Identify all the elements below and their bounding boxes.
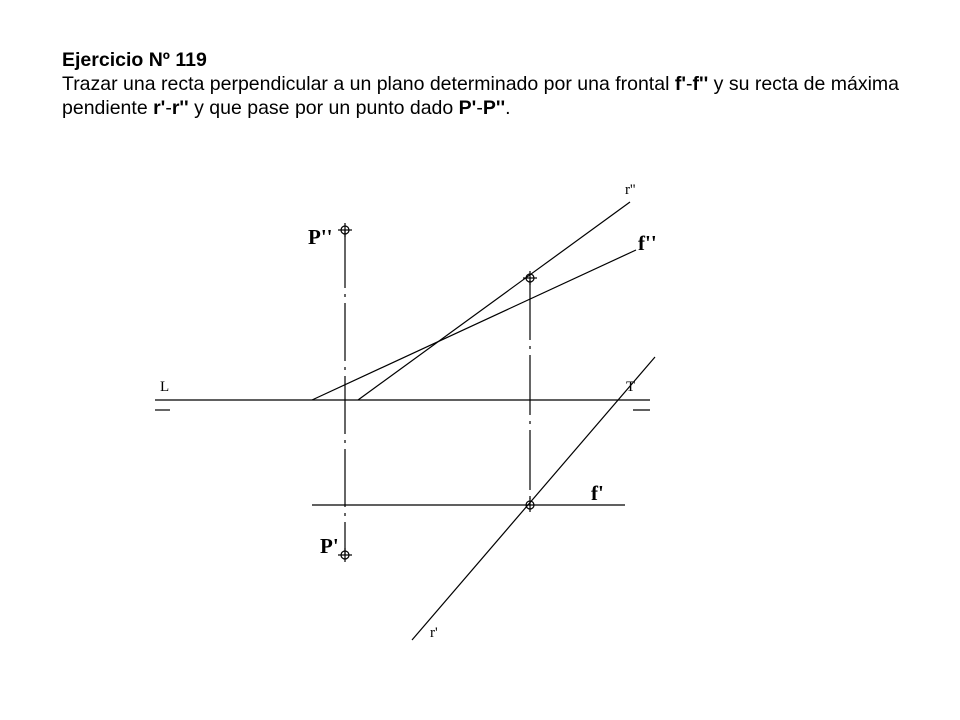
statement-p1: P' [458,97,477,119]
label-L: L [160,379,170,395]
statement-f1: f' [674,73,686,95]
label-P2: P'' [308,225,333,249]
statement-f2: f'' [692,73,709,95]
label-f1: f' [591,481,604,505]
intersection-point-vertical-marker [523,271,537,285]
label-f2: f'' [638,231,657,255]
r2-line [358,202,630,400]
statement-dash: - [685,73,693,95]
statement-r2: r'' [171,97,189,119]
statement-text: y que pase por un punto dado [188,97,459,119]
label-T: T [626,379,636,395]
p1-point-marker [338,548,352,562]
statement-text: y su recta de máxima pendiente [62,73,899,119]
statement-text: Trazar una recta perpendicular a un plano determinado por una frontal [62,73,675,95]
statement-dash: - [165,97,172,119]
label-r2: r'' [625,182,636,198]
f2-line [312,250,636,400]
exercise-title: Ejercicio Nº 119 [62,49,207,71]
statement-period: . [505,97,511,119]
statement-dash: - [476,97,483,119]
p2-point-marker [338,223,352,237]
label-P1: P' [320,534,339,558]
statement-p2: P'' [482,97,506,119]
statement-r1: r' [153,97,166,119]
label-r1: r' [430,625,438,641]
